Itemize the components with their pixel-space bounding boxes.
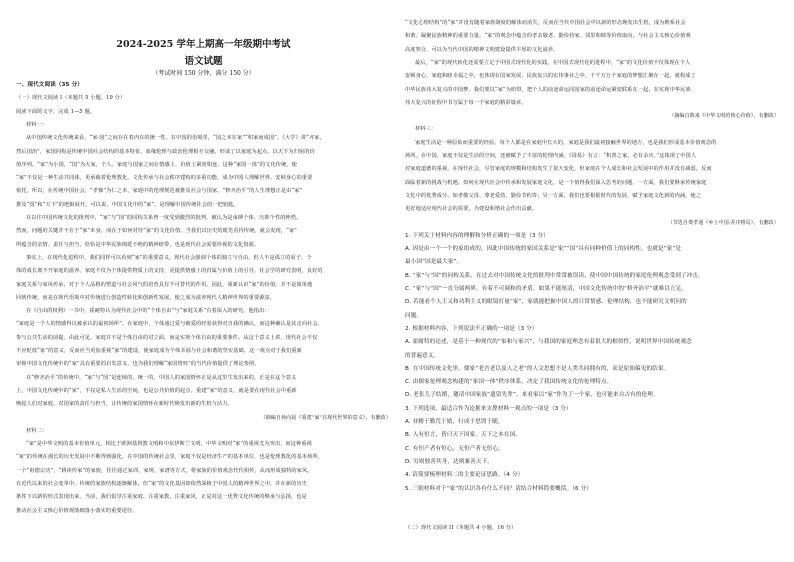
text-line: 材料二： bbox=[26, 427, 48, 434]
text-line: 然而，问题的关键并不在于“家”本身，而在于如何对待“家”的文化价值。当我们以历史的眼光看待传统，就会发现，“家” bbox=[16, 228, 297, 235]
text-line: “家”不仅是一种生活共同体，更承载着伦理教化、文化传承与社会秩序建构的多重功能，成为中国人理解世界、安顿身心的重要 bbox=[16, 175, 313, 182]
source-line: （摘编自陈来《中华文明的核心价值》，有删改） bbox=[669, 113, 779, 120]
question-line: 2. 根据材料内容，下列说法不正确的一项是（3 分） bbox=[405, 325, 538, 332]
text-line: 一、现代文阅读（35 分） bbox=[16, 82, 83, 88]
text-line: 依托。所以，在传统中国社会，“孝悌”为仁之本，家庭中的伦理规范被推及社会与国家，“修齐治平”的人生理想正是由“家” bbox=[16, 188, 303, 195]
text-line: 和谐、凝聚民族精神的重要力量。“家”的观念中蕴含的孝亲敬老、勤俭持家、邻里和睦等价值取向，与社会主义核心价值观 bbox=[405, 33, 691, 40]
source-line: （摘编自孙向晨《重建“家”在现代世界的意义》，有删改） bbox=[260, 414, 391, 421]
question-line: D. 老张儿子结婚，邀请中国家族“遗留先辈”，来看家以“家”作为了一个家，也可能来自古有的伦理。 bbox=[405, 392, 659, 399]
text-line: （一）现代文阅读 I（本题共 5 小题，19 分） bbox=[16, 95, 126, 102]
text-line: 推动社会主义核心价值观落细落小落实的重要途径。 bbox=[16, 507, 138, 514]
text-line: 家庭生活是一种原始而重要的经验。每个人都是在家庭中长大的，家庭是我们最初接触世界的地方，也是我们形成基本价值观念的 bbox=[415, 139, 717, 146]
question-line: D. 若能看个人主义和功利主义的眼镜打量“家”，家就能把握中国人的日常情感、伦理结构，也不能研究文明问的 bbox=[405, 299, 687, 306]
text-line: 更好地适应现代社会的需要，为建设和谐社会作出贡献。 bbox=[405, 206, 538, 213]
text-line: 伟大复兴的征程中书写属于每一个家庭的精彩篇章。 bbox=[405, 99, 527, 106]
text-line: 体的成长离不开家庭的滋养。家庭不仅为个体提供物质上的支持，更提供情感上的归属与价值上的引导。社会学的研究表明，良好的 bbox=[16, 268, 323, 275]
exam-meta: （考试时间 150 分钟，满分 150 分） bbox=[152, 70, 255, 77]
text-line: 文化中的优秀成分，如孝敬父母、尊老爱幼、勤俭节约等；另一方面，我们也要根据时代的发展，赋予家庭文化新的内涵，使之 bbox=[405, 192, 702, 199]
text-line: 最后，“家”的现代转化还需要立足于中国式现代化的实践。在中国式现代化的进程中，“家”的文化价值不仅体现在个人 bbox=[415, 59, 691, 66]
text-line: 在“修齐治平”的传统中，“家”与“国”是连续的、统一的，中国人的家国情怀正是从这里生发出来的。正是在这个意义 bbox=[26, 374, 297, 381]
text-line bbox=[405, 510, 779, 521]
text-line: 回到传统，而是在现代语境中对传统进行创造性转化和创新性发展，使之成为滋养现代人精神世界的重要源泉。 bbox=[16, 294, 276, 301]
question-line: C. 由儒家伦理观念构建的“家国一体”秩序体系，决定了我国传统文化的伦理特点。 bbox=[405, 379, 613, 386]
left-column bbox=[16, 0, 391, 562]
text-line: 不应贬低“家”的意义，反而应当更加重视“家”的建设，使家庭成为个体幸福与社会和谐的坚实基础。这一观点对于我们重新 bbox=[16, 348, 302, 354]
text-line: 事实上，在现代化进程中，我们同样可以看到“家”的重要意义。现代社会强调个体的独立与自由，但人不是孤立的原子，个 bbox=[26, 254, 312, 261]
question-line: A. 因是由一个一个的家组成的，因此中国传统的家国关系是“家”“国”具有同种价值上的同构性，也就是“家”是 bbox=[405, 246, 682, 253]
question-line: 5. 三则材料对于“家”的认识各有什么不同？请结合材料简要概括。（6 分） bbox=[405, 485, 592, 492]
text-line: 从中国传统文化传统来看，“家-国”之间存在着内在的统一性。在中国的语境里，“国之本在家”“积家而成国”。《大学》讲“齐家， bbox=[26, 135, 325, 142]
text-line: “家”是中华文明的基本价值单元，相比于欧洲基督教文明和中东伊斯兰文明，中华文明对“家”的重视尤为突出，而这种重视 bbox=[26, 441, 312, 448]
question-line: 的普遍意义。 bbox=[405, 352, 440, 359]
question-line: B. 在中国传统文化里，儒家“老吾老以及人之老”的人文思想不是人类共同拥有的，而是原始偏见的结果。 bbox=[405, 365, 670, 372]
text-line: 在以往中国传统文化的批判中，“家”与“国”的同构关系曾一度受到激烈的批判，被认为是束缚个体、压抑个性的桎梏。 bbox=[26, 215, 302, 221]
text-line: 在近代以来的社会变革中，传统的家族结构逐渐解体，但“家”的文化基因却依然深植于中国人的精神世界之中，并在新的历史 bbox=[16, 481, 308, 487]
question-line: 1. 下列关于材料内容的理解和分析正确的一项是（3 分） bbox=[405, 232, 549, 239]
question-line: D. 穷则独善其身，达则兼善天下。 bbox=[405, 458, 493, 465]
text-line: 对家庭道德的重视。在现代社会，尽管家庭的规模和结构发生了很大变化，但家庭在个人成长和社会发展中的作用并没有减弱，反而 bbox=[405, 166, 712, 173]
text-line: 参与公共生活的前提。由此可见，家庭并不是个体自由的对立面，而是实现个体自由的重要条件。从这个意义上讲，现代社会不仅 bbox=[16, 334, 318, 341]
question-line: 3. 下列选项，最适合作为论据来支撑材料一观点的一项是（3 分） bbox=[405, 405, 572, 412]
text-line: 唤起人们对家庭、对国家的责任与担当，让传统的家国情怀在新时代焕发出新的生机与活力。 bbox=[16, 401, 233, 408]
question-line: C. 有恒产者有恒心，无恒产者无恒心。 bbox=[405, 445, 504, 452]
text-line: 安顿身心、家庭和睦幸福之中，也体现在国家发展、民族复兴的宏伟事业之中。千千万万个家庭的梦想汇聚在一起，就构成了 bbox=[405, 73, 696, 80]
text-line: “文化心理结构”的“家”并没有随着家族制度的解体而消失，反而在当代中国社会中以新的形态焕发出生机，成为维系社会 bbox=[405, 20, 686, 26]
text-line: “家庭是一个人的情感得以被承认的最初场所”。在家庭中，个体通过爱与被爱的经验获得对自我的确认，而这种确认是其走向社会、 bbox=[16, 321, 323, 328]
question-line: C. “家”与“国”一直分属两界，有着不可调和的矛盾。如果不能厘清，中国文化传统中的“修齐治平”就难以立足。 bbox=[405, 286, 687, 292]
question-line: B. “家”与“国”的同构关系，在过去对中国传统文化的批判中常常被误读，使中国中国传统的家庭伦理观念受到了冲击。 bbox=[405, 272, 704, 279]
question-line: 问题。 bbox=[405, 312, 423, 319]
text-line bbox=[405, 497, 779, 508]
text-line: 家庭关系与家风传承，对于个人品格的塑造与社会风气的培育具有不可替代的作用。因此，重新认识“家”的价值，并不是简单地 bbox=[16, 281, 313, 288]
text-line: 场所。在中国，家庭不仅是生活的空间，还被赋予了丰富的伦理内涵。《周易》有言：“积善之家，必有余庆。”这体现了中国人 bbox=[405, 153, 697, 159]
text-line: 阅读下面的文字，完成 1—5 题。 bbox=[16, 108, 96, 115]
right-column bbox=[405, 0, 779, 562]
question-line: 4. 请简要梳理材料二的主要论证思路。（4 分） bbox=[405, 472, 524, 479]
text-line: 上，中国文化传统中的“家”，不仅是私人生活的空间，也是公共价值的起点。重建“家”的意义，就是要在现代社会中重新 bbox=[16, 387, 297, 394]
text-line: （二）现代文阅读 II（本题共 4 小题，16 分） bbox=[405, 525, 517, 532]
source-line: （节选自费孝通《乡土中国·差序格局》，有删改） bbox=[667, 219, 779, 226]
text-line: 高度契合，可以为当代中国的精神文明建设提供丰厚的文化滋养。 bbox=[405, 46, 559, 53]
text-line: 材料一： bbox=[26, 121, 48, 128]
text-line: 所蕴含的亲情、责任与担当，恰恰是中华民族绵延不绝的精神纽带，也是现代社会需要珍视的文化资源。 bbox=[16, 241, 260, 248]
text-line: 面临着新的挑战与机遇。如何在现代社会中传承和发展家庭文化，是一个值得我们深入思考的问题。一方面，我们要继承传统家庭 bbox=[405, 179, 707, 186]
text-line: 材料三： bbox=[415, 126, 437, 133]
text-line: 值序列。“家”为小国，“国”为大家，个人、家庭与国家之间在情感上、价值上紧密相连。这种“家国一体”的文化传统，使 bbox=[16, 161, 297, 168]
text-line: 一个“祖德宗功”、“耕读传家”的家族，往往通过家训、家规、家谱等方式，将家族的价值观念代代相传，从而形成独特的家风。 bbox=[16, 467, 313, 474]
text-line: 条件下以新的形式表现出来。当前，我们倡导注重家庭、注重家教、注重家风，正是对这一优秀文化传统的继承与弘扬，也是 bbox=[16, 494, 307, 501]
text-line: 在《自由的权利》一书中，霍耐特认为现代社会中的“个体自由”与“家庭关系”有着深入的研究。他指出： bbox=[26, 308, 270, 315]
question-line: B. 人有恒言，皆曰天下国家。天下之本在国。 bbox=[405, 432, 521, 439]
question-line: A. 业精于勤荒于嬉，行成于思毁于随。 bbox=[405, 419, 504, 425]
exam-subtitle: 语文试题 bbox=[184, 56, 223, 67]
text-line: “家”的传统在漫长的历史发展中不断得到强化。在中国的传统社会里，家庭不仅是经济生产的基本单位，也是伦理教化的基本场所。 bbox=[16, 454, 323, 461]
text-line: 然后国治”，家国同构是传统中国社会结构的基本特征。血缘伦理与政治伦理相互交融，形成了以家庭为起点、以天下为归宿的价 bbox=[16, 148, 315, 155]
question-line: A. 霍耐特的论述，是基于一种现代的“家和与家兴”，与我国的家庭理念有着很大的相似性，说明世界中国传统观念 bbox=[405, 339, 692, 346]
text-line: 推及“国”和“天下”的逻辑展开。可以说，中国文化中的“家”，是理解中国传统社会的一把钥匙。 bbox=[16, 201, 239, 208]
exam-title: 2024-2025 学年上期高一年级期中考试 bbox=[116, 39, 291, 50]
question-line: 最小国“国是最大家”。 bbox=[405, 259, 463, 266]
text-line: 审视中国文化传统中的“家”具有重要的启发意义，也为我们理解“家国情怀”的当代价值提供了理论参照。 bbox=[16, 361, 260, 368]
text-line: 中华民族伟大复兴的中国梦。我们要以“家”为纽带，把个人的前途命运同国家的前途命运紧密联系在一起，在实现中华民族 bbox=[405, 86, 691, 93]
